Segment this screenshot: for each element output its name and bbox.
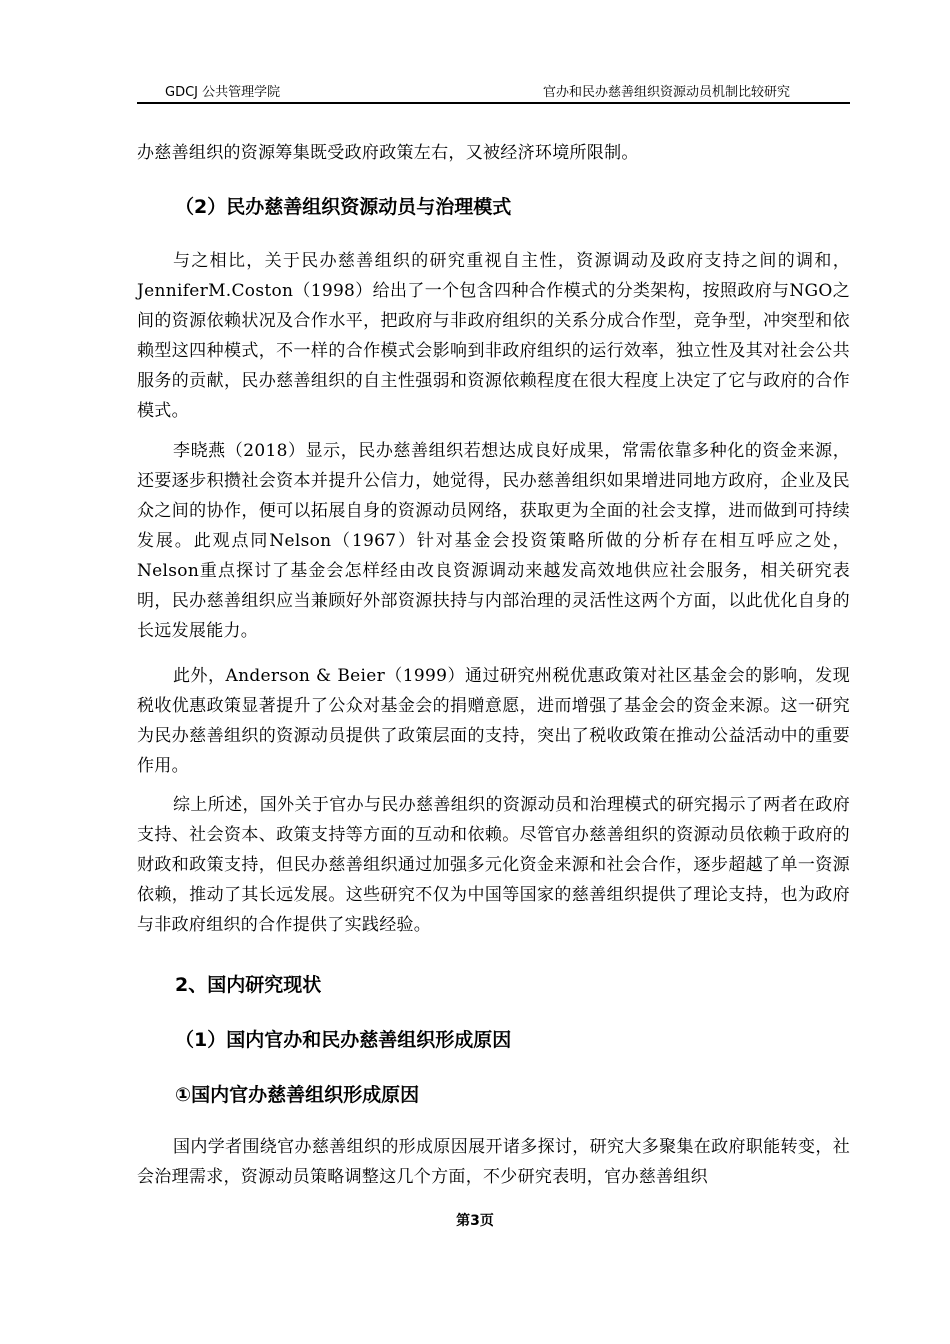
header-institution: GDCJ 公共管理学院: [165, 85, 281, 100]
subsection-heading-formation-causes: （1）国内官办和民办慈善组织形成原因: [175, 1029, 512, 1051]
paragraph-summary: 综上所述，国外关于官办与民办慈善组织的资源动员和治理模式的研究揭示了两者在政府支持、社会资本、政策支持等方面的互动和依赖。尽管官办慈善组织的资源动员依赖于政府的财政和政策支持，但民办慈善组织通过加强多元化资金来源和社会合作，逐步超越了单一资源依赖，推动了其长远发展。这些研究不仅为中国等国家的慈善组织提供了理论支持，也为政府与非政府组织的合作提供了实践经验。: [137, 795, 850, 935]
page-number: 第3页: [456, 1213, 494, 1229]
section-heading-private-charity: （2）民办慈善组织资源动员与治理模式: [175, 196, 512, 218]
paragraph-coston: 与之相比，关于民办慈善组织的研究重视自主性，资源调动及政府支持之间的调和，JenniferM.Coston（1998）给出了一个包含四种合作模式的分类架构，按照政府与NGO之间的资源依赖状况及合作水平，把政府与非政府组织的关系分成合作型，竞争型，冲突型和依赖型这四种模式，不一样的合作模式会影响到非政府组织的运行效率，独立性及其对社会公共服务的贡献，民办慈善组织的自主性强弱和资源依赖程度在很大程度上决定了它与政府的合作模式。: [137, 251, 850, 421]
paragraph-anderson-beier: 此外，Anderson & Beier（1999）通过研究州税优惠政策对社区基金会的影响，发现税收优惠政策显著提升了公众对基金会的捐赠意愿，进而增强了基金会的资金来源。这一研究为民办慈善组织的资源动员提供了政策层面的支持，突出了税收政策在推动公益活动中的重要作用。: [137, 666, 850, 776]
subsubsection-heading-official-charity: ①国内官办慈善组织形成原因: [175, 1084, 420, 1106]
page-header: [137, 78, 850, 104]
header-title: 官办和民办慈善组织资源动员机制比较研究: [542, 85, 790, 100]
paragraph-continuation: 办慈善组织的资源筹集既受政府政策左右，又被经济环境所限制。: [137, 143, 639, 163]
paragraph-li-xiaoyan: 李晓燕（2018）显示，民办慈善组织若想达成良好成果，常需依靠多种化的资金来源，还要逐步积攒社会资本并提升公信力，她觉得，民办慈善组织如果增进同地方政府，企业及民众之间的协作，便可以拓展自身的资源动员网络，获取更为全面的社会支撑，进而做到可持续发展。此观点同Nelson（1967）针对基金会投资策略所做的分析存在相互呼应之处，Nelson重点探讨了基金会怎样经由改良资源调动来越发高效地供应社会服务，相关研究表明，民办慈善组织应当兼顾好外部资源扶持与内部治理的灵活性这两个方面，以此优化自身的长远发展能力。: [137, 441, 850, 641]
paragraph-domestic-scholars: 国内学者围绕官办慈善组织的形成原因展开诸多探讨，研究大多聚集在政府职能转变，社会治理需求，资源动员策略调整这几个方面，不少研究表明，官办慈善组织: [137, 1137, 850, 1187]
section-heading-domestic-research: 2、国内研究现状: [175, 974, 322, 996]
